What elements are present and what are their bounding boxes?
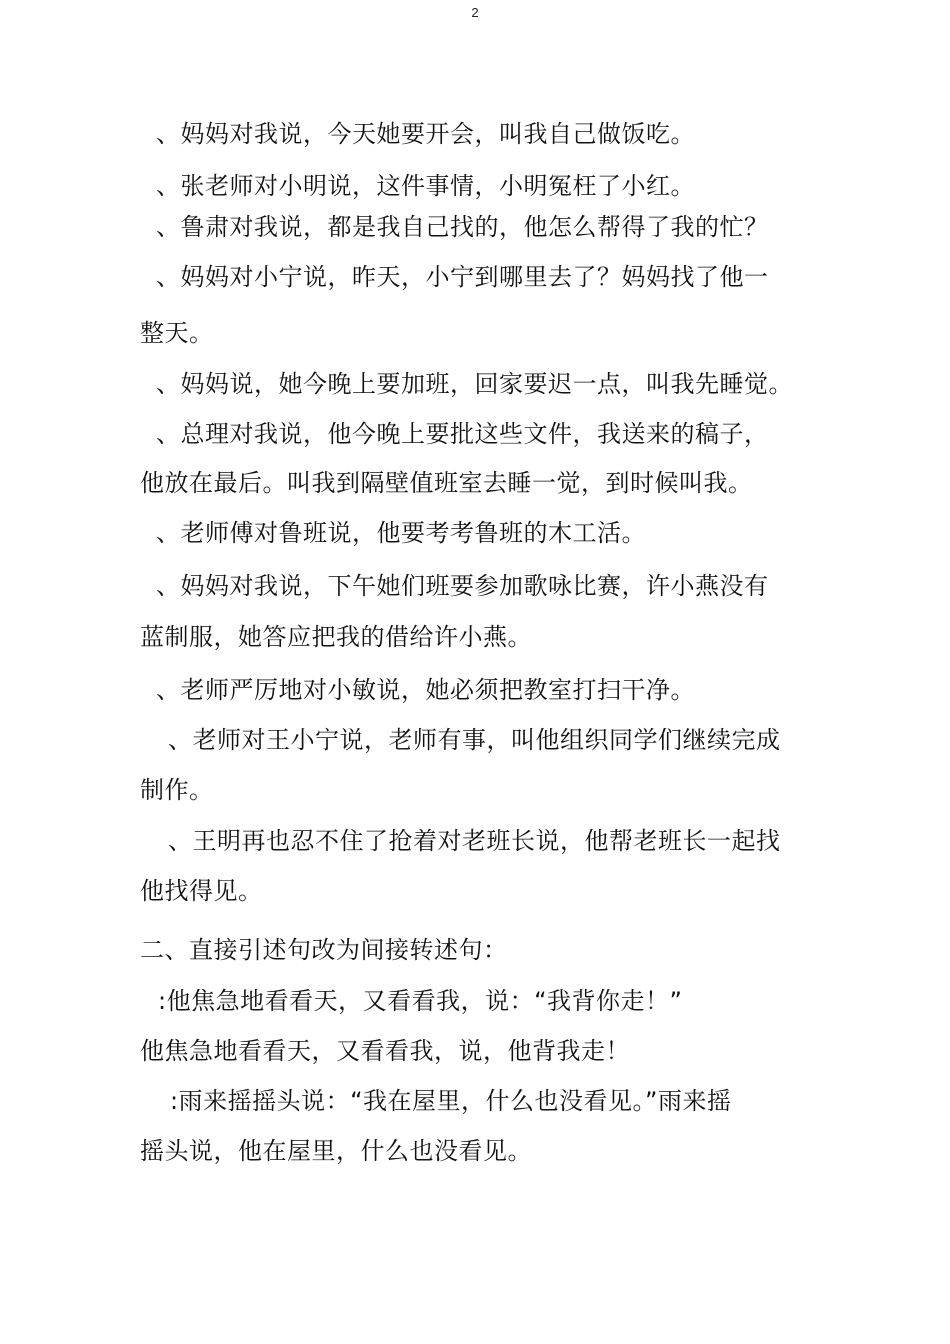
exercise-line: 、老师对王小宁说，老师有事，叫他组织同学们继续完成 <box>168 726 781 754</box>
example-line: :他焦急地看看天，又看看我，说：“我背你走！” <box>158 987 683 1015</box>
exercise-line: 、总理对我说，他今晚上要批这些文件，我送来的稿子， <box>156 420 769 448</box>
exercise-line-continuation: 整天。 <box>140 319 214 347</box>
page-number: 2 <box>471 5 479 20</box>
exercise-line-continuation: 蓝制服，她答应把我的借给许小燕。 <box>140 623 532 651</box>
exercise-line-continuation: 他找得见。 <box>140 877 263 905</box>
example-line: 他焦急地看看天，又看看我，说，他背我走！ <box>140 1037 630 1065</box>
exercise-line-continuation: 制作。 <box>140 776 214 804</box>
exercise-line: 、妈妈对我说，下午她们班要参加歌咏比赛，许小燕没有 <box>156 572 769 600</box>
exercise-line: 、老师傅对鲁班说，他要考考鲁班的木工活。 <box>156 519 646 547</box>
section-heading: 二、直接引述句改为间接转述句： <box>140 936 508 964</box>
exercise-line: 、王明再也忍不住了抢着对老班长说，他帮老班长一起找 <box>168 827 781 855</box>
exercise-line: 、张老师对小明说，这件事情，小明冤枉了小红。 <box>156 172 695 200</box>
exercise-line: 、妈妈说，她今晚上要加班，回家要迟一点，叫我先睡觉。 <box>156 370 793 398</box>
exercise-line: 、鲁肃对我说，都是我自己找的，他怎么帮得了我的忙？ <box>156 213 769 241</box>
exercise-line: 、妈妈对我说，今天她要开会，叫我自己做饭吃。 <box>156 120 695 148</box>
exercise-line: 、妈妈对小宁说，昨天，小宁到哪里去了？妈妈找了他一 <box>156 263 769 291</box>
example-line: :雨来摇摇头说：“我在屋里，什么也没看见。”雨来摇 <box>170 1087 732 1115</box>
exercise-line: 、老师严厉地对小敏说，她必须把教室打扫干净。 <box>156 676 695 704</box>
example-line-continuation: 摇头说，他在屋里，什么也没看见。 <box>140 1137 532 1165</box>
exercise-line-continuation: 他放在最后。叫我到隔壁值班室去睡一觉，到时候叫我。 <box>140 469 753 497</box>
